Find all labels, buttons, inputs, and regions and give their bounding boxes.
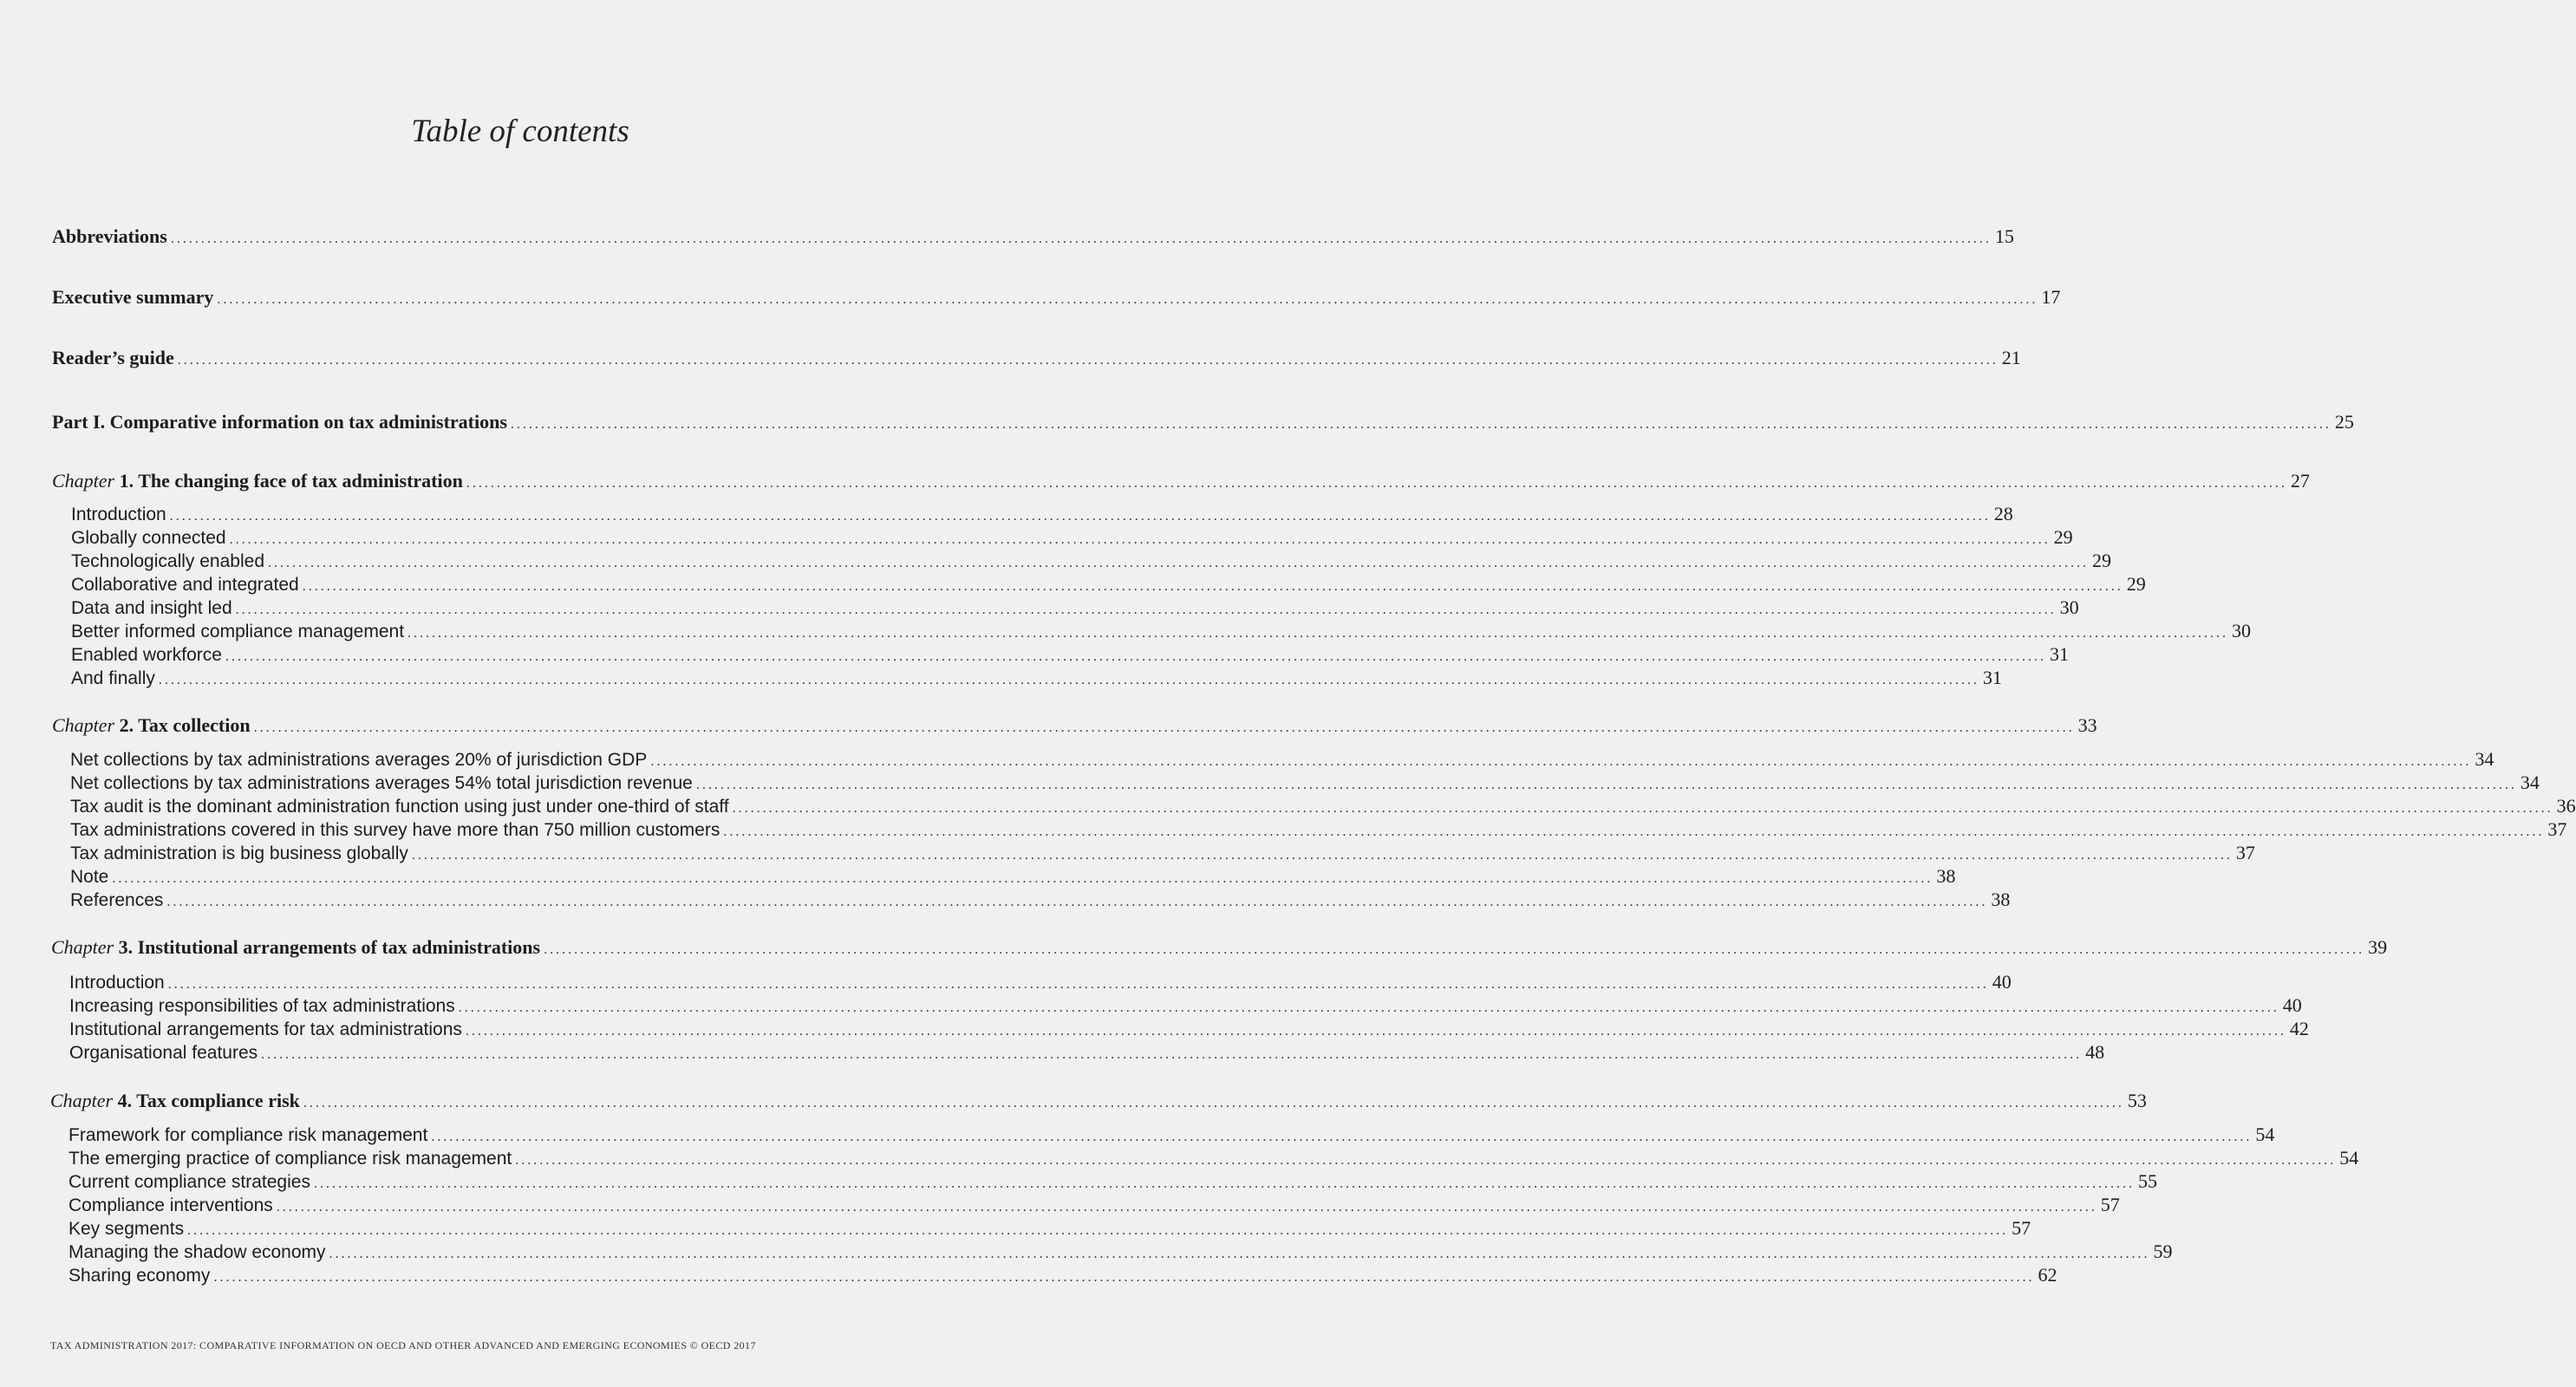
toc-page-number: 62 — [2038, 1264, 2058, 1286]
toc-subentry-label: Tax audit is the dominant administration function using just under one-third of staff — [70, 797, 729, 817]
chapter-word: Chapter — [52, 470, 115, 492]
dot-leader: ............................................................................................................................................................................................................................................................................................................ — [408, 626, 2229, 641]
toc-subentry[interactable] — [68, 1169, 2157, 1195]
toc-subentry[interactable] — [70, 840, 2255, 866]
chapter-word: Chapter — [52, 714, 115, 736]
dot-leader: ............................................................................................................................................................................................................................................................................................................ — [217, 292, 2038, 307]
toc-subentry[interactable] — [68, 1145, 2359, 1171]
toc-page-number: 42 — [2289, 1018, 2309, 1039]
dot-leader: ............................................................................................................................................................................................................................................................................................................ — [225, 649, 2046, 664]
toc-subentry-label: Note — [70, 867, 109, 887]
dot-leader: ............................................................................................................................................................................................................................................................................................................ — [329, 1247, 2150, 1261]
toc-subentry[interactable] — [70, 746, 2494, 772]
toc-subentry-label: Better informed compliance management — [71, 622, 405, 641]
dot-leader: ............................................................................................................................................................................................................................................................................................................ — [544, 942, 2365, 957]
toc-page-number: 17 — [2041, 286, 2061, 308]
toc-entry-label: Part I. Comparative information on tax administrations — [52, 411, 507, 433]
toc-page-number: 34 — [2475, 748, 2494, 770]
dot-leader: ............................................................................................................................................................................................................................................................................................................ — [695, 778, 2517, 792]
toc-page-number: 30 — [2059, 596, 2079, 618]
toc-subentry-label: Technologically enabled — [71, 551, 264, 571]
toc-subentry[interactable] — [70, 793, 2576, 819]
dot-leader: ............................................................................................................................................................................................................................................................................................................ — [515, 1153, 2337, 1168]
toc-subentry-label: Compliance interventions — [68, 1195, 273, 1215]
dot-leader: ............................................................................................................................................................................................................................................................................................................ — [169, 509, 1991, 524]
toc-subentry[interactable] — [68, 1215, 2031, 1241]
toc-page-number: 28 — [1993, 503, 2013, 524]
toc-subentry[interactable] — [69, 993, 2302, 1019]
toc-subentry[interactable] — [71, 665, 2002, 691]
dot-leader: ............................................................................................................................................................................................................................................................................................................ — [458, 1000, 2279, 1015]
toc-subentry[interactable] — [69, 1039, 2105, 1065]
toc-subentry-label: Increasing responsibilities of tax administrations — [69, 996, 455, 1016]
toc-subentry-label: Sharing economy — [68, 1266, 211, 1286]
dot-leader: ............................................................................................................................................................................................................................................................................................................ — [510, 417, 2331, 432]
toc-subentry[interactable] — [70, 887, 2011, 913]
toc-subentry[interactable] — [68, 1192, 2120, 1218]
toc-page-number: 36 — [2556, 795, 2576, 817]
dot-leader: ............................................................................................................................................................................................................................................................................................................ — [158, 673, 1979, 687]
toc-subentry-label: Tax administrations covered in this survey have more than 750 million customers — [70, 820, 721, 840]
toc-subentry[interactable] — [71, 595, 2079, 621]
toc-page-number: 31 — [1982, 667, 2002, 688]
toc-subentry-label: Collaborative and integrated — [71, 575, 299, 595]
dot-leader: ............................................................................................................................................................................................................................................................................................................ — [313, 1176, 2135, 1191]
toc-page-number: 54 — [2339, 1147, 2359, 1169]
dot-leader: ............................................................................................................................................................................................................................................................................................................ — [303, 1096, 2124, 1110]
toc-page-number: 48 — [2085, 1041, 2105, 1063]
toc-subentry[interactable] — [68, 1262, 2058, 1288]
toc-subentry-label: The emerging practice of compliance risk management — [68, 1149, 512, 1169]
toc-subentry-label: Introduction — [69, 973, 165, 993]
dot-leader: ............................................................................................................................................................................................................................................................................................................ — [177, 353, 1999, 368]
dot-leader: ............................................................................................................................................................................................................................................................................................................ — [650, 754, 2472, 769]
chapter-heading[interactable] — [51, 934, 2388, 960]
chapter-heading-label — [52, 468, 463, 494]
toc-subentry[interactable] — [71, 571, 2146, 597]
dot-leader: ............................................................................................................................................................................................................................................................................................................ — [276, 1200, 2097, 1214]
dot-leader: ............................................................................................................................................................................................................................................................................................................ — [732, 801, 2553, 816]
toc-subentry-label: Data and insight led — [71, 598, 232, 618]
toc-page-number: 38 — [1936, 865, 1956, 887]
toc-subentry-label: Globally connected — [71, 528, 226, 548]
toc-page-number: 54 — [2255, 1123, 2275, 1145]
dot-leader: ............................................................................................................................................................................................................................................................................................................ — [229, 532, 2051, 547]
toc-page-number: 27 — [2290, 470, 2310, 492]
toc-subentry[interactable] — [69, 969, 2012, 995]
chapter-heading-label — [50, 1088, 300, 1114]
toc-subentry[interactable] — [70, 863, 1956, 889]
toc-entry[interactable] — [52, 345, 2021, 371]
toc-subentry-label: And finally — [71, 668, 155, 688]
dot-leader: ............................................................................................................................................................................................................................................................................................................ — [723, 824, 2545, 839]
dot-leader: ............................................................................................................................................................................................................................................................................................................ — [170, 231, 1992, 246]
toc-page-number: 55 — [2137, 1170, 2157, 1192]
toc-entry[interactable] — [52, 224, 2014, 250]
dot-leader: ............................................................................................................................................................................................................................................................................................................ — [466, 476, 2287, 491]
toc-subentry-label: Institutional arrangements for tax administrations — [69, 1019, 462, 1039]
chapter-heading-label — [52, 713, 251, 739]
toc-subentry-label: Current compliance strategies — [68, 1172, 310, 1192]
chapter-heading[interactable] — [52, 468, 2310, 494]
dot-leader: ............................................................................................................................................................................................................................................................................................................ — [167, 977, 1989, 992]
toc-entry-label: Executive summary — [52, 286, 214, 308]
dot-leader: ............................................................................................................................................................................................................................................................................................................ — [431, 1130, 2253, 1144]
chapter-word: Chapter — [50, 1090, 114, 1111]
toc-subentry-label: Tax administration is big business globally — [70, 843, 408, 863]
toc-page-number: 40 — [2282, 994, 2302, 1016]
toc-subentry-label: Key segments — [68, 1219, 185, 1239]
page-title: Table of contents — [411, 114, 629, 149]
toc-page-number: 30 — [2232, 620, 2252, 641]
chapter-title: 3. Institutional arrangements of tax administrations — [118, 936, 541, 958]
toc-subentry-label: Enabled workforce — [71, 645, 222, 665]
toc-page-number: 37 — [2235, 842, 2255, 863]
toc-subentry[interactable] — [70, 817, 2567, 843]
dot-leader: ............................................................................................................................................................................................................................................................................................................ — [261, 1047, 2083, 1062]
toc-entry[interactable] — [52, 284, 2061, 310]
chapter-heading[interactable] — [50, 1088, 2147, 1114]
toc-subentry[interactable] — [71, 501, 2013, 527]
dot-leader: ............................................................................................................................................................................................................................................................................................................ — [253, 720, 2075, 735]
toc-entry-label: Abbreviations — [52, 225, 167, 247]
toc-page-number: 37 — [2547, 818, 2567, 840]
toc-page-number: 31 — [2049, 643, 2069, 665]
toc-page-number: 40 — [1992, 971, 2012, 993]
chapter-title: 2. Tax collection — [119, 714, 251, 736]
toc-subentry-label: Net collections by tax administrations averages 54% total jurisdiction revenue — [70, 773, 693, 793]
toc-entry-label: Reader’s guide — [52, 347, 174, 368]
chapter-word: Chapter — [51, 936, 114, 958]
toc-page-number: 38 — [1991, 889, 2011, 910]
toc-subentry[interactable] — [71, 548, 2111, 574]
toc-page-number: 21 — [2001, 347, 2021, 368]
toc-page-number: 57 — [2100, 1194, 2120, 1215]
toc-subentry[interactable] — [71, 641, 2069, 667]
toc-page-number: 59 — [2153, 1240, 2173, 1262]
toc-subentry[interactable] — [70, 770, 2540, 796]
toc-page-number: 39 — [2368, 936, 2388, 958]
dot-leader: ............................................................................................................................................................................................................................................................................................................ — [187, 1223, 2009, 1238]
dot-leader: ............................................................................................................................................................................................................................................................................................................ — [268, 556, 2089, 570]
toc-page-number: 34 — [2520, 772, 2540, 793]
dot-leader: ............................................................................................................................................................................................................................................................................................................ — [235, 602, 2057, 617]
dot-leader: ............................................................................................................................................................................................................................................................................................................ — [465, 1024, 2286, 1039]
chapter-heading[interactable] — [52, 713, 2097, 739]
toc-subentry[interactable] — [69, 1016, 2309, 1042]
toc-subentry-label: Net collections by tax administrations averages 20% of jurisdiction GDP — [70, 750, 648, 770]
page-footer: TAX ADMINISTRATION 2017: COMPARATIVE INFORMATION ON OECD AND OTHER ADVANCED AND EMERGING ECONOMIES © OECD 2017 — [50, 1339, 756, 1351]
toc-subentry-label: Framework for compliance risk management — [68, 1125, 428, 1145]
toc-page-number: 25 — [2334, 411, 2354, 433]
dot-leader: ............................................................................................................................................................................................................................................................................................................ — [112, 871, 1934, 886]
dot-leader: ............................................................................................................................................................................................................................................................................................................ — [302, 579, 2123, 594]
toc-subentry-label: Organisational features — [69, 1043, 258, 1063]
toc-subentry[interactable] — [71, 618, 2252, 644]
toc-page-number: 29 — [2053, 526, 2073, 548]
chapter-heading-label — [51, 934, 540, 960]
toc-subentry[interactable] — [71, 524, 2073, 550]
toc-page-number: 29 — [2092, 550, 2111, 571]
toc-page-number: 29 — [2126, 573, 2146, 595]
chapter-title: 4. Tax compliance risk — [117, 1090, 300, 1111]
toc-subentry[interactable] — [68, 1239, 2173, 1265]
dot-leader: ............................................................................................................................................................................................................................................................................................................ — [213, 1270, 2035, 1285]
toc-subentry-label: Introduction — [71, 505, 166, 524]
toc-page-number: 53 — [2127, 1090, 2147, 1111]
toc-page-number: 57 — [2012, 1217, 2031, 1239]
toc-entry[interactable] — [52, 409, 2354, 435]
toc-subentry-label: References — [70, 890, 164, 910]
toc-page-number: 15 — [1994, 225, 2014, 247]
dot-leader: ............................................................................................................................................................................................................................................................................................................ — [411, 848, 2233, 863]
dot-leader: ............................................................................................................................................................................................................................................................................................................ — [166, 895, 1988, 909]
toc-page-number: 33 — [2077, 714, 2097, 736]
chapter-title: 1. The changing face of tax administration — [119, 470, 463, 492]
toc-subentry[interactable] — [68, 1122, 2275, 1148]
toc-subentry-label: Managing the shadow economy — [68, 1242, 326, 1262]
